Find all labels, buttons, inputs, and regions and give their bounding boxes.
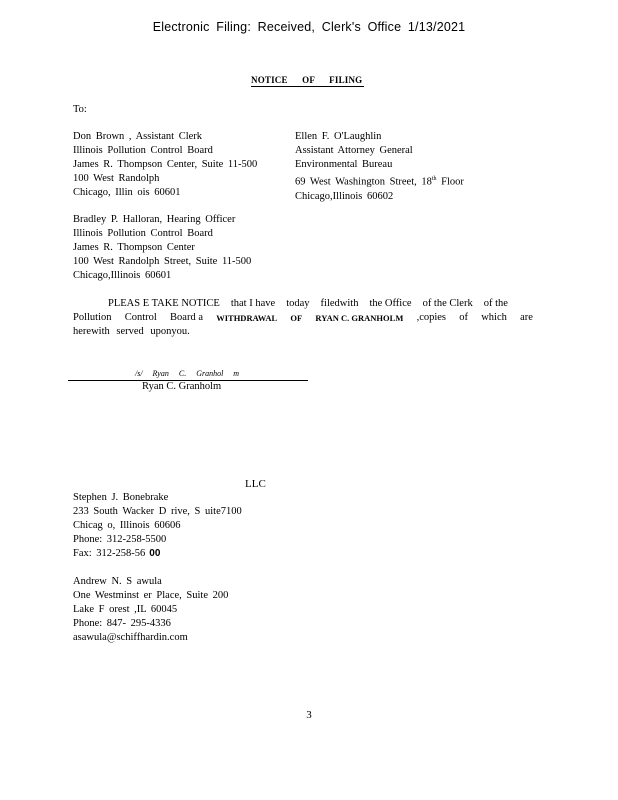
granholm-name-label: RYAN C. GRANHOLM: [315, 313, 404, 323]
recipient-line: [295, 172, 464, 190]
body-word: ,copies: [416, 312, 447, 323]
body-word: Control: [124, 312, 157, 323]
recipient-line: Illinois Pollution Control Board: [73, 228, 213, 239]
fax-line: [73, 547, 242, 561]
recipient-line: Bradley P. Halloran, Hearing Officer: [73, 214, 236, 225]
to-label: To:: [73, 104, 87, 115]
attorney-bonebrake-block: [73, 491, 242, 561]
body-word: which: [481, 312, 507, 323]
body-word: today: [286, 298, 310, 309]
street-address: 69 West Washington Street, 18: [295, 176, 432, 188]
attorney-sawula-block: [73, 575, 228, 645]
body-word: of the: [483, 298, 508, 309]
recipient-line: James R. Thompson Center: [73, 242, 195, 253]
body-line-3: herewith served uponyou.: [73, 326, 190, 337]
recipient-line: Ellen F. O'Laughlin: [295, 131, 382, 142]
body-word: of: [459, 312, 468, 323]
notice-body: [73, 297, 533, 339]
body-word: Pollution: [73, 312, 112, 323]
recipient-line: Chicago,Illinois 60601: [73, 270, 172, 281]
body-word: are: [520, 312, 533, 323]
ordinal-suffix: th: [431, 176, 437, 182]
notice-title: NOTICE OF FILING: [251, 75, 363, 85]
recipient-line: Chicago, Illin ois 60601: [73, 187, 181, 198]
body-word: the Office: [369, 298, 412, 309]
attorney-line: Phone: 312-258-5500: [73, 534, 167, 545]
floor-label: Floor: [436, 176, 464, 188]
page-number: 3: [306, 709, 312, 721]
firm-llc-label: LLC: [245, 478, 266, 490]
recipient-don-brown: [73, 130, 257, 200]
body-word: PLEAS E TAKE NOTICE: [108, 298, 220, 309]
recipient-line: 100 West Randolph: [73, 173, 160, 184]
body-word: Board a: [170, 312, 203, 323]
recipient-line: Assistant Attorney General: [295, 145, 413, 156]
attorney-line: Chicag o, Illinois 60606: [73, 520, 181, 531]
body-word: that I have: [230, 298, 276, 309]
fax-number-suffix: 00: [149, 548, 161, 559]
attorney-line: Lake F orest ,IL 60045: [73, 604, 178, 615]
signatory-name: Ryan C. Granholm: [142, 381, 222, 392]
recipient-line: James R. Thompson Center, Suite 11-500: [73, 159, 258, 170]
body-line-1: [73, 297, 508, 311]
recipient-line: Don Brown , Assistant Clerk: [73, 131, 203, 142]
recipient-line: Chicago,Illinois 60602: [295, 190, 394, 202]
attorney-line: 233 South Wacker D rive, S uite7100: [73, 506, 242, 517]
body-line-2: [73, 311, 533, 325]
filing-stamp-header: Electronic Filing: Received, Clerk's Office 1/13/2021: [152, 20, 466, 34]
email-address: asawula@schiffhardin.com: [73, 632, 188, 643]
recipient-line: Environmental Bureau: [295, 159, 393, 170]
notice-title-underline: [251, 86, 364, 87]
recipient-line: 100 West Randolph Street, Suite 11-500: [73, 256, 252, 267]
recipient-line: Illinois Pollution Control Board: [73, 145, 213, 156]
body-word: filedwith: [320, 298, 359, 309]
body-word: of the Clerk: [422, 298, 473, 309]
attorney-line: Phone: 847- 295-4336: [73, 618, 171, 629]
attorney-line: Stephen J. Bonebrake: [73, 492, 169, 503]
recipient-ellen-olaughlin: [295, 130, 464, 204]
recipient-bradley-halloran: [73, 213, 251, 283]
of-label: OF: [290, 313, 303, 323]
electronic-signature: /s/ Ryan C. Granhol m: [135, 369, 240, 378]
attorney-line: Andrew N. S awula: [73, 576, 162, 587]
attorney-line: One Westminst er Place, Suite 200: [73, 590, 229, 601]
withdrawal-label: WITHDRAWAL: [216, 313, 278, 323]
fax-number: Fax: 312-258-56: [73, 548, 146, 559]
